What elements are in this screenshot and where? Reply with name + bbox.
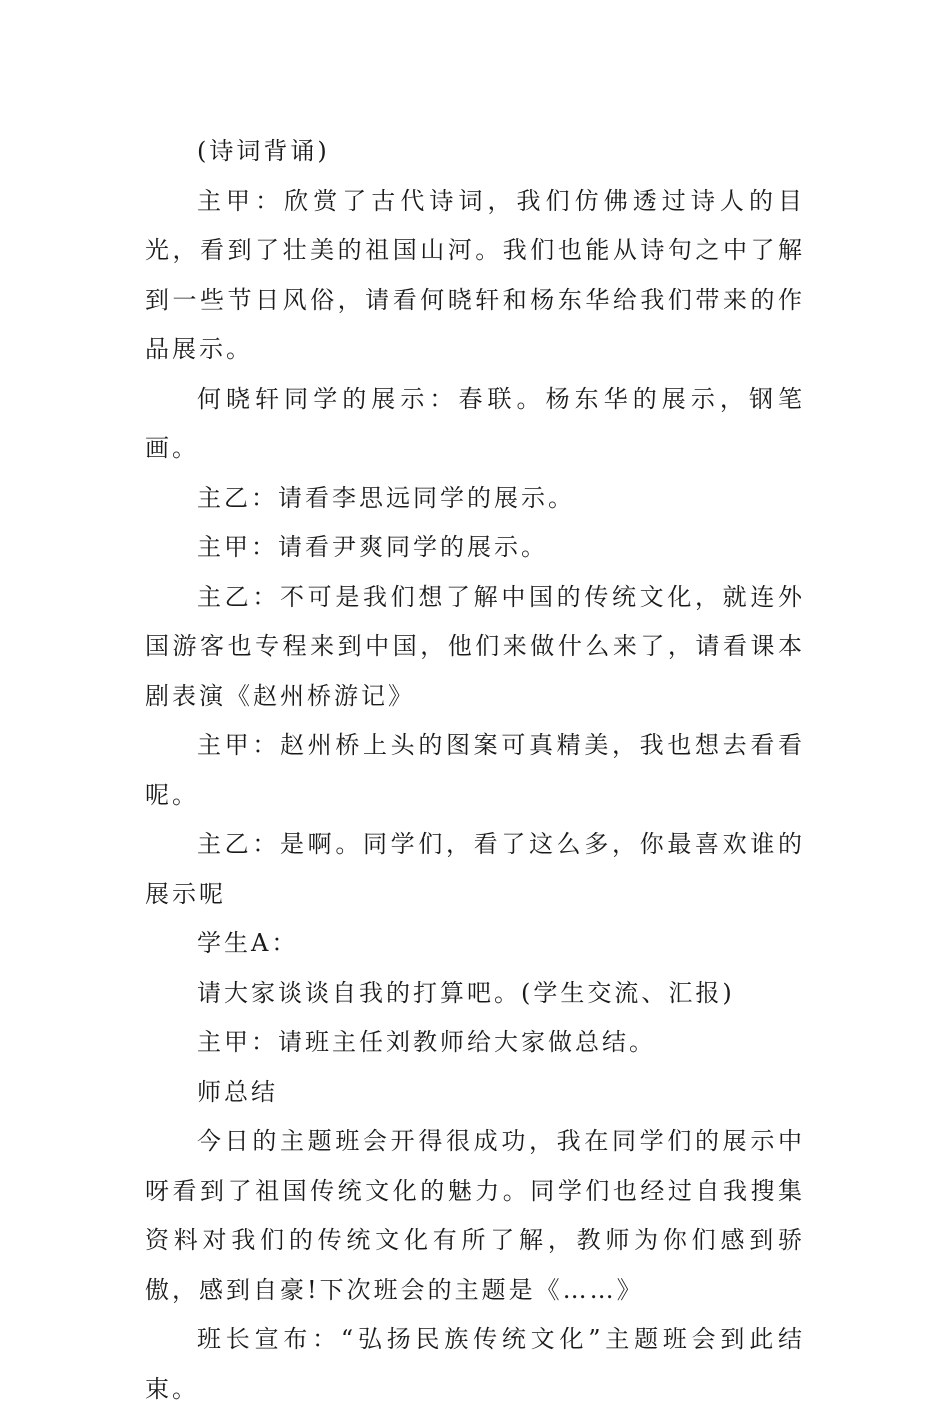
- paragraph-host-b-play: 主乙：不可是我们想了解中国的传统文化，就连外国游客也专程来到中国，他们来做什么来了，请看课本剧表演《赵州桥游记》: [145, 582, 805, 710]
- paragraph-poem-recitation: (诗词背诵): [197, 137, 330, 165]
- paragraph-student-showcase: 何晓轩同学的展示：春联。杨东华的展示，钢笔画。: [145, 384, 805, 462]
- paragraph-teacher-summary: 今日的主题班会开得很成功，我在同学们的展示中呀看到了祖国传统文化的魅力。同学们也经过自我搜集资料对我们的传统文化有所了解，教师为你们感到骄傲，感到自豪!下次班会的主题是《……》: [145, 1127, 805, 1304]
- paragraph-host-a-teacher: 主甲：请班主任刘教师给大家做总结。: [197, 1028, 656, 1056]
- paragraph-host-b-li: 主乙：请看李思远同学的展示。: [197, 483, 575, 512]
- document-body: [145, 127, 805, 1414]
- paragraph-host-a-bridge: 主甲：赵州桥上头的图案可真精美，我也想去看看呢。: [145, 731, 805, 809]
- paragraph-plans: 请大家谈谈自我的打算吧。(学生交流、汇报): [197, 978, 735, 1007]
- paragraph-student-a: 学生A：: [197, 929, 299, 957]
- paragraph-host-a-yin: 主甲：请看尹爽同学的展示。: [197, 533, 548, 561]
- paragraph-teacher-summary-heading: 师总结: [197, 1077, 278, 1106]
- paragraph-closing-announcement: 班长宣布：“弘扬民族传统文化”主题班会到此结束。: [145, 1325, 805, 1403]
- paragraph-host-b-favorite: 主乙：是啊。同学们，看了这么多，你最喜欢谁的展示呢: [145, 830, 805, 908]
- paragraph-host-a-poetry: 主甲：欣赏了古代诗词，我们仿佛透过诗人的目光，看到了壮美的祖国山河。我们也能从诗句之中了解到一些节日风俗，请看何晓轩和杨东华给我们带来的作品展示。: [145, 186, 805, 363]
